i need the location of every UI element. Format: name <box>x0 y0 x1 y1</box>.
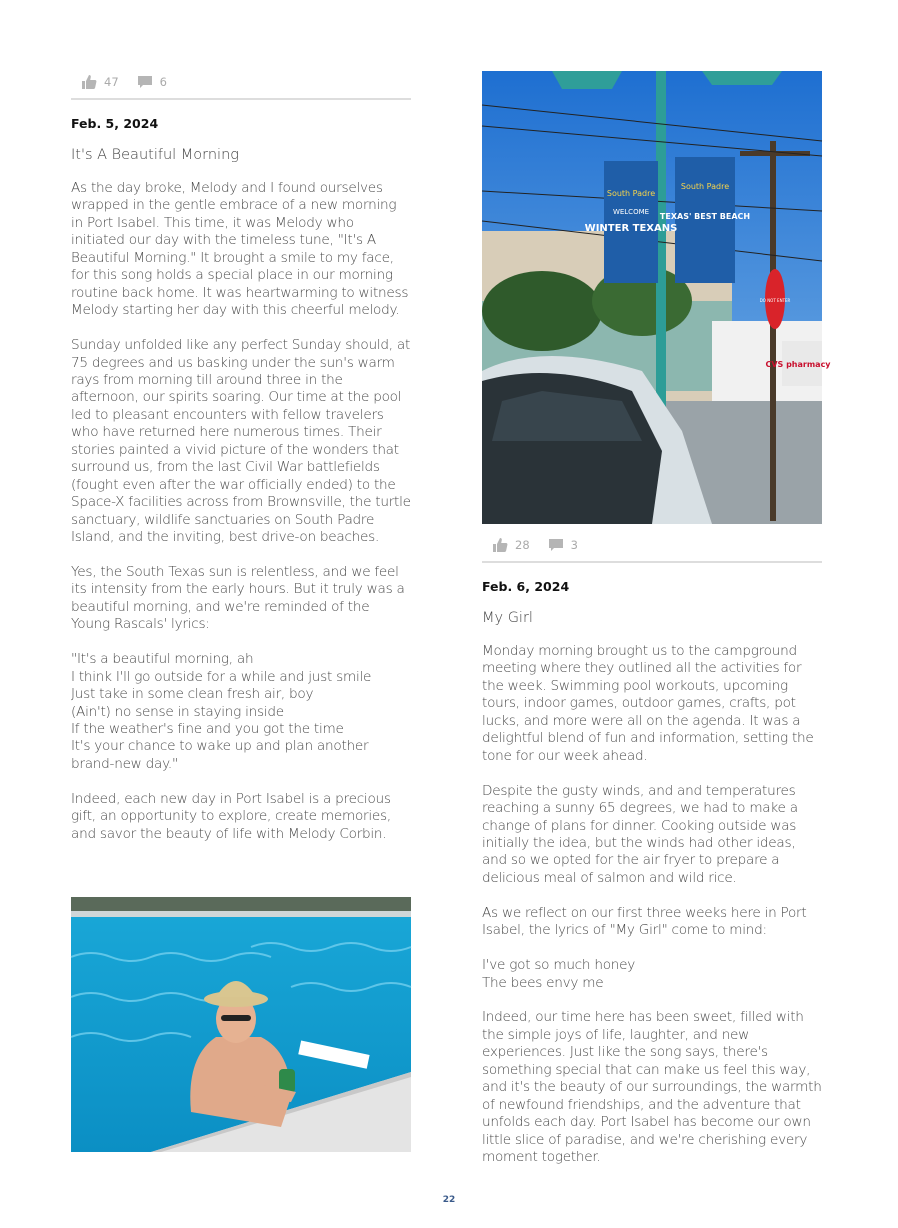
thumbs-up-icon[interactable] <box>492 537 508 553</box>
paragraph: Indeed, each new day in Port Isabel is a precious gift, an opportunity to explore, create memories, and savor the beauty of life with Melody Corbin. <box>71 790 391 842</box>
post-body <box>71 180 411 843</box>
post-2-meta <box>492 533 596 557</box>
comment-icon[interactable] <box>137 74 153 90</box>
pool-photo <box>71 897 411 1152</box>
lyrics-block <box>71 651 411 773</box>
lyric-line: If the weather's fine and you got the time <box>71 721 344 737</box>
lyric-line: "It's a beautiful morning, ah <box>71 651 254 668</box>
lyric-line: I think I'll go outside for a while and just smile <box>71 668 372 685</box>
paragraph: As the day broke, Melody and I found ourselves wrapped in the gentle embrace of a new morning in Port Isabel. This time, it was Melody who initiated our day with the timeless tune, "It's A Beautiful Morning." It brought a smile to my face, for this song holds a special place in our morning routine back home. It was heartwarming to witness Melody starting her day with this cheerful melody. <box>71 180 409 319</box>
paragraph: Indeed, our time here has been sweet, filled with the simple joys of life, laughter, and new experiences. Just like the song says, there's something special that can make us feel this way, and it's the beauty of our surroundings, the warmth of newfound friendships, and the adventure that unfolds each day. Port Isabel has become our own little slice of paradise, and we're cherishing every moment together. <box>482 1009 822 1166</box>
comment-icon[interactable] <box>548 537 564 553</box>
paragraph: Sunday unfolded like any perfect Sunday should, at 75 degrees and us basking under the sun's warm rays from morning till around three in the afternoon, our spirits soaring. Our time at the pool led to pleasant encounters with fellow travelers who have returned here numerous times. Their stories painted a vivid picture of the wonders that surround us, from the last Civil War battlefields (fought even after the war officially ended) to the Space-X facilities across from Brownsville, the turtle sanctuary, wildlife sanctuaries on South Padre Island, and the inviting, best drive-on beaches. <box>71 337 411 546</box>
paragraph: Yes, the South Texas sun is relentless, and we feel its intensity from the early hours. But it truly was a beautiful morning, and we're reminded of the Young Rascals' lyrics: <box>71 563 405 633</box>
post-date: Feb. 5, 2024 <box>71 116 159 131</box>
comment-count: 3 <box>570 538 578 552</box>
lyric-line: (Ain't) no sense in staying inside <box>71 703 284 720</box>
paragraph: Monday morning brought us to the campground meeting where they outlined all the activities for the week. Swimming pool workouts, upcoming tours, indoor games, outdoor games, crafts, pot lucks, and more were all on the agenda. It was a delightful blend of fun and information, setting the tone for our week ahead. <box>482 643 814 764</box>
post-2-divider <box>482 561 822 563</box>
lyric-line: I've got so much honey <box>482 957 636 974</box>
lyrics-block <box>482 957 822 992</box>
post-1-divider <box>71 98 411 100</box>
paragraph: Despite the gusty winds, and and temperatures reaching a sunny 65 degrees, we had to make a change of plans for dinner. Cooking outside was initially the idea, but the winds had other ideas, and so we opted for the air fryer to prepare a delicious meal of salmon and wild rice. <box>482 782 798 886</box>
banner-left-small: WELCOME <box>612 208 650 216</box>
paragraph: As we reflect on our first three weeks here in Port Isabel, the lyrics of "My Girl" come to mind: <box>482 904 807 939</box>
post-date: Feb. 6, 2024 <box>482 579 570 594</box>
post-title: It's A Beautiful Morning <box>71 147 239 163</box>
post-title: My Girl <box>482 610 533 626</box>
like-count: 47 <box>104 75 119 89</box>
banner-left-top: South Padre <box>606 189 656 198</box>
thumbs-up-icon[interactable] <box>81 74 97 90</box>
post-1 <box>71 116 411 861</box>
post-body <box>482 643 822 1167</box>
banner-left-big: WINTER TEXANS <box>584 223 678 234</box>
lyric-line: The bees envy me <box>482 974 604 991</box>
page-number: 22 <box>442 1195 456 1205</box>
lyric-line: Just take in some clean fresh air, boy <box>71 686 314 703</box>
banner-right-big: TEXAS' BEST BEACH <box>659 212 751 221</box>
post-2 <box>482 579 822 1184</box>
stop-sign-text: DO NOT ENTER <box>759 298 791 303</box>
comment-count: 6 <box>159 75 167 89</box>
street-photo <box>482 71 831 524</box>
banner-right-top: South Padre <box>680 182 730 191</box>
post-1-meta <box>81 70 185 94</box>
store-sign: CVS pharmacy <box>765 360 831 369</box>
lyric-line: It's your chance to wake up and plan another brand-new day." <box>71 738 369 772</box>
like-count: 28 <box>515 538 530 552</box>
